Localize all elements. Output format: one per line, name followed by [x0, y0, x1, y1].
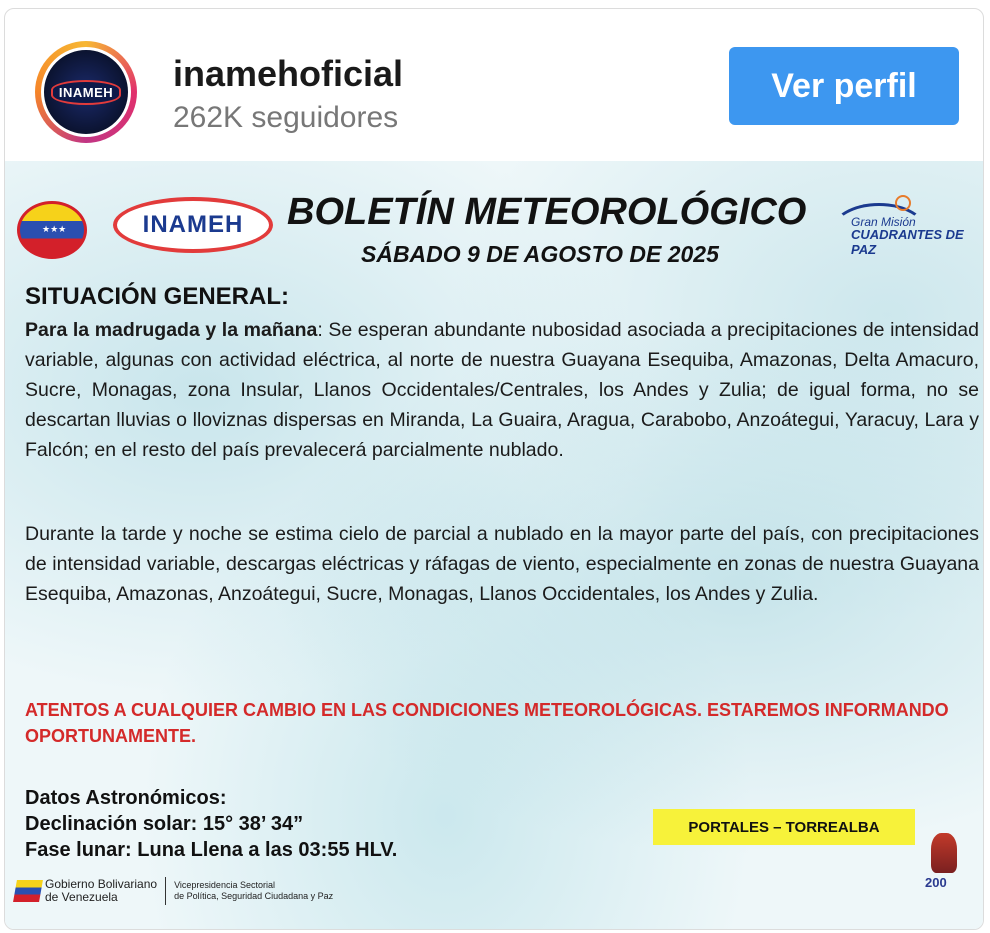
divider	[165, 877, 166, 905]
alert-notice: ATENTOS A CUALQUIER CAMBIO EN LAS CONDICIONES METEOROLÓGICAS. ESTAREMOS INFORMANDO OPORTUNAMENTE.	[25, 700, 949, 746]
instagram-embed-card	[4, 8, 984, 930]
avatar-image	[41, 47, 131, 137]
gov-name-line2: de Venezuela	[45, 890, 118, 904]
solar-declination: Declinación solar: 15° 38’ 34”	[25, 813, 304, 835]
gov-vice-line1: Vicepresidencia Sectorial	[174, 880, 275, 890]
section-heading: SITUACIÓN GENERAL:	[25, 283, 289, 310]
profile-username[interactable]: inamehoficial	[173, 53, 404, 94]
paragraph-body: : Se esperan abundante nubosidad asociada a precipitaciones de intensidad variable, algunas con actividad eléctrica, al norte de nuestra Guayana Esequiba, Amazonas, Delta Amacuro, Sucre, Monagas, zona Insular, Llanos Occidentales/Centrales, los Andes y Zulia; de igual forma, no se descartan lluvias o lloviznas dispersas en Miranda, La Guaira, Aragua, Carabobo, Anzoátegui, Yaracuy, Lara y Falcón; en el resto del país prevalecerá parcialmente nublado.	[25, 319, 979, 461]
forecast-morning-paragraph	[25, 315, 979, 465]
follower-count: 262K seguidores	[173, 101, 399, 134]
author-tag: PORTALES – TORREALBA	[653, 809, 915, 845]
logo-big-text: CUADRANTES DE PAZ	[851, 227, 964, 257]
vice-presidency-name	[174, 880, 333, 902]
torch-icon	[931, 833, 957, 873]
bulletin-image[interactable]	[5, 161, 984, 930]
view-profile-button[interactable]: Ver perfil	[729, 47, 959, 125]
venezuela-flag-icon	[13, 880, 43, 902]
gov-name-line1: Gobierno Bolivariano	[45, 877, 158, 891]
stars-icon: ★★★	[42, 224, 67, 234]
venezuela-emblem-icon	[17, 201, 87, 259]
gov-vice-line2: de Política, Seguridad Ciudadana y Paz	[174, 891, 334, 901]
moon-phase: Fase lunar: Luna Llena a las 03:55 HLV.	[25, 839, 398, 861]
inameh-logo	[113, 197, 273, 253]
cuadrantes-de-paz-logo	[831, 199, 981, 257]
astronomical-data	[25, 785, 397, 863]
avatar[interactable]	[35, 41, 137, 143]
government-name	[45, 878, 157, 904]
bicentenario-text: 200	[925, 875, 947, 890]
inameh-avatar-logo: INAMEH	[51, 80, 121, 105]
government-footer	[15, 873, 333, 909]
location-pin-icon	[895, 195, 911, 211]
astro-heading: Datos Astronómicos:	[25, 787, 227, 809]
bicentenario-logo	[923, 833, 965, 909]
logo-small-text: Gran Misión	[851, 215, 916, 229]
forecast-afternoon-paragraph: Durante la tarde y noche se estima cielo de parcial a nublado en la mayor parte del país, con precipitaciones de intensidad variable, descargas eléctricas y ráfagas de viento, especialmente en zonas de nuestra Guayana Esequiba, Amazonas, Anzoátegui, Sucre, Monagas, Llanos Occidentales, los Andes y Zulia.	[25, 523, 979, 605]
inameh-logo-text: INAMEH	[142, 211, 244, 238]
bulletin-title: BOLETÍN METEOROLÓGICO	[287, 191, 807, 233]
paragraph-lead: Para la madrugada y la mañana	[25, 319, 318, 341]
bulletin-date: SÁBADO 9 DE AGOSTO DE 2025	[361, 241, 719, 267]
